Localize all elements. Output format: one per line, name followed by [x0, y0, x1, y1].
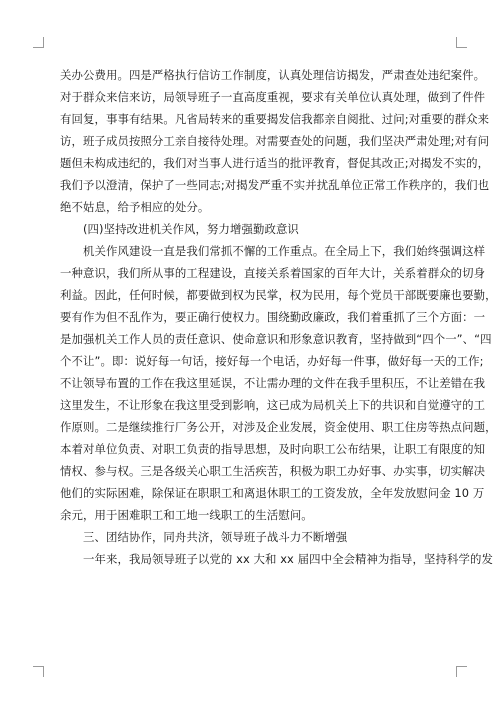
crop-mark-top-left [33, 37, 44, 48]
text-line: 我们予以澄清，保护了一些同志;对揭发严重不实并扰乱单位正常工作秩序的，我们也 [60, 178, 490, 192]
text-line: 是加强机关工作人员的责任意识、使命意识和形象意识教育，坚持做到“四个一”、“四 [60, 332, 492, 346]
text-line: 一种意识，我们所从事的工程建设，直接关系着国家的百年大计，关系着群众的切身 [60, 266, 486, 280]
crop-mark-top-right [456, 37, 467, 48]
text-line: 作原则。二是继续推行厂务公开，对涉及企业发展，资金使用、职工住房等热点问题， [60, 420, 497, 434]
text-line: 三、团结协作，同舟共济，领导班子战斗力不断增强 [83, 530, 348, 544]
text-line: 题但未构成违纪的，我们对当事人进行适当的批评教育，督促其改正;对揭发不实的， [60, 156, 490, 170]
text-line: 访，班子成员按照分工亲自接待处理。对需要查处的问题，我们坚决严肃处理;对有问 [60, 134, 490, 148]
text-line: (四)坚持改进机关作风，努力增强勤政意识 [83, 222, 299, 236]
text-line: 余元，用于困难职工和工地一线职工的生活慰问。 [60, 508, 313, 522]
text-line: 对于群众来信来访，局领导班子一直高度重视，要求有关单位认真处理，做到了件件 [60, 90, 486, 104]
text-line: 绝不姑息，给予相应的处分。 [60, 200, 210, 214]
text-line: 要有作为但不乱作为，要正确行使权力。围绕勤政廉政，我们着重抓了三个方面：一 [60, 310, 486, 324]
text-line: 一年来，我局领导班子以党的 xx 大和 xx 届四中全会精神为指导，坚持科学的发 [83, 552, 493, 566]
text-line: 情权、参与权。三是各级关心职工生活疾苦，积极为职工办好事、办实事，切实解决 [60, 464, 486, 478]
text-line: 个不让”。即：说好每一句话，接好每一个电话，办好每一件事，做好每一天的工作; [60, 354, 484, 368]
text-line: 不让领导布置的工作在我这里延误，不让需办理的文件在我手里积压，不让差错在我 [60, 376, 486, 390]
text-line: 他们的实际困难，除保证在职职工和离退休职工的工资发放，全年发放慰问金 10 万 [60, 486, 485, 500]
text-line: 本着对单位负责、对职工负责的指导思想，及时向职工公布结果，让职工有限度的知 [60, 442, 486, 456]
text-line: 利益。因此，任何时候，都要做到权为民掌，权为民用，每个党员干部既要廉也要勤， [60, 288, 497, 302]
text-line: 关办公费用。四是严格执行信访工作制度，认真处理信访揭发，严肃查处违纪案件。 [60, 68, 486, 82]
crop-mark-bottom-right [456, 666, 467, 677]
text-line: 这里发生，不让形象在我这里受到影响，这已成为局机关上下的共识和自觉遵守的工 [60, 398, 486, 412]
text-line: 机关作风建设一直是我们常抓不懈的工作重点。在全局上下，我们始终强调这样 [83, 244, 486, 258]
text-line: 有回复，事事有结果。凡省局转来的重要揭发信我都亲自阅批、过问;对重要的群众来 [60, 112, 490, 126]
crop-mark-bottom-left [33, 666, 44, 677]
document-body [60, 64, 497, 570]
